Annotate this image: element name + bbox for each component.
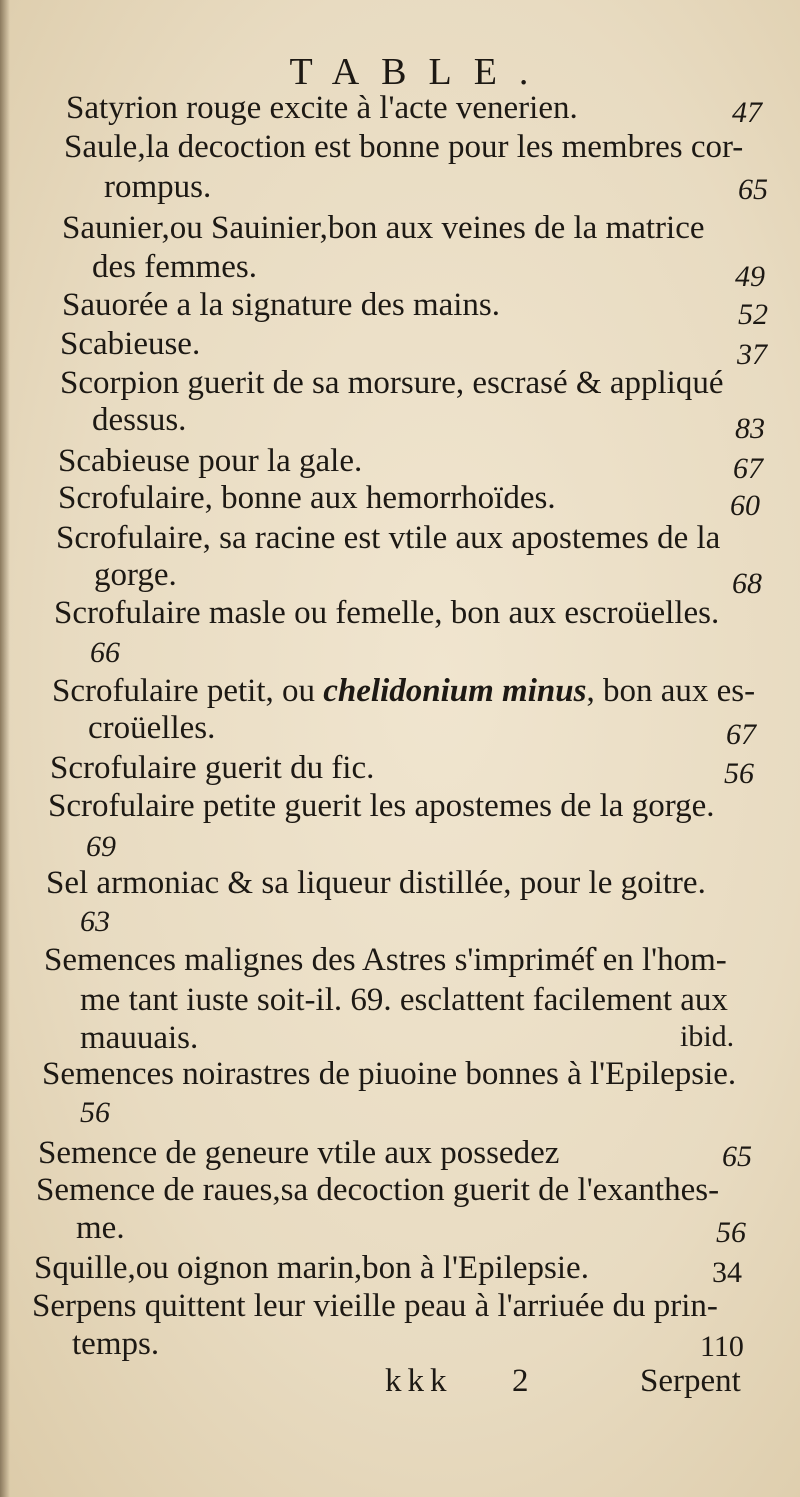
entry-line: me. [76, 1210, 125, 1246]
entry-line: Serpens quittent leur vieille peau à l'arriuée du prin- [32, 1288, 718, 1324]
entry-line: Semences noirastres de piuoine bonnes à l'Epilepsie. [42, 1056, 737, 1092]
entry-page: 65 [738, 173, 768, 206]
entry-page: 110 [700, 1330, 744, 1363]
entry-line: Saule,la decoction est bonne pour les membres cor- [64, 129, 744, 165]
entry-line: Scrofulaire, sa racine est vtile aux apostemes de la [56, 520, 721, 556]
signature-mark: kkk [385, 1363, 453, 1399]
entry-line: Scrofulaire petit, ou chelidonium minus, bon aux es- [52, 673, 756, 709]
entry-page: 34 [712, 1256, 742, 1289]
entry-page: 68 [732, 567, 762, 600]
entry-line: dessus. [92, 402, 187, 438]
signature-number: 2 [512, 1363, 529, 1399]
catchword: Serpent [640, 1363, 741, 1399]
entry-page: 37 [737, 338, 767, 371]
entry-page: 56 [724, 757, 754, 790]
entry-page: 56 [716, 1216, 746, 1249]
entry-line: Saunier,ou Sauinier,bon aux veines de la matrice [62, 210, 705, 246]
entry-line: Scrofulaire, bonne aux hemorrhoïdes. [58, 480, 556, 516]
entry-line: Scabieuse. [60, 326, 201, 362]
entry-line: mauuais. [80, 1020, 199, 1056]
entry-page: 65 [722, 1140, 752, 1173]
entry-page: 83 [735, 412, 765, 445]
entry-page: 60 [730, 489, 760, 522]
entry-line: Semence de raues,sa decoction guerit de l'exanthes- [36, 1172, 720, 1208]
entry-page: 47 [732, 96, 762, 129]
entry-page: 49 [735, 260, 765, 293]
entry-page: 63 [80, 905, 110, 938]
entry-line: Sauorée a la signature des mains. [62, 287, 501, 323]
entry-line: gorge. [94, 557, 177, 593]
entry-line: des femmes. [92, 249, 257, 285]
entry-line: Semences malignes des Astres s'impriméƭ en l'hom- [44, 942, 727, 978]
entry-line: Scabieuse pour la gale. [58, 443, 363, 479]
entry-line: rompus. [104, 169, 212, 205]
entry-page: 56 [80, 1096, 110, 1129]
entry-line: croüelles. [88, 710, 216, 746]
entry-line: Squille,ou oignon marin,bon à l'Epilepsie. [34, 1250, 589, 1286]
entry-line: Satyrion rouge excite à l'acte venerien. [66, 90, 578, 126]
entry-line: Scrofulaire petite guerit les apostemes de la gorge. [48, 788, 715, 824]
entry-line: Scrofulaire guerit du fic. [50, 750, 375, 786]
entry-page: 52 [738, 298, 768, 331]
entry-line: Scorpion guerit de sa morsure, escrasé & appliqué [60, 365, 724, 401]
entry-line: Sel armoniac & sa liqueur distillée, pour le goitre. [46, 865, 706, 901]
page-title: TABLE. [289, 51, 551, 93]
entry-line: Semence de geneure vtile aux possedez [38, 1135, 560, 1171]
entry-line: me tant iuste soit-il. 69. esclattent facilement aux [80, 982, 728, 1018]
entry-line: Scrofulaire masle ou femelle, bon aux escroüelles. [54, 595, 720, 631]
entry-page: 69 [86, 830, 116, 863]
entry-line: temps. [72, 1326, 160, 1362]
latin-term: chelidonium minus [323, 673, 587, 709]
entry-page: 67 [726, 718, 756, 751]
entry-page: 67 [733, 452, 763, 485]
entry-page: ibid. [680, 1020, 735, 1053]
entry-page: 66 [90, 636, 120, 669]
